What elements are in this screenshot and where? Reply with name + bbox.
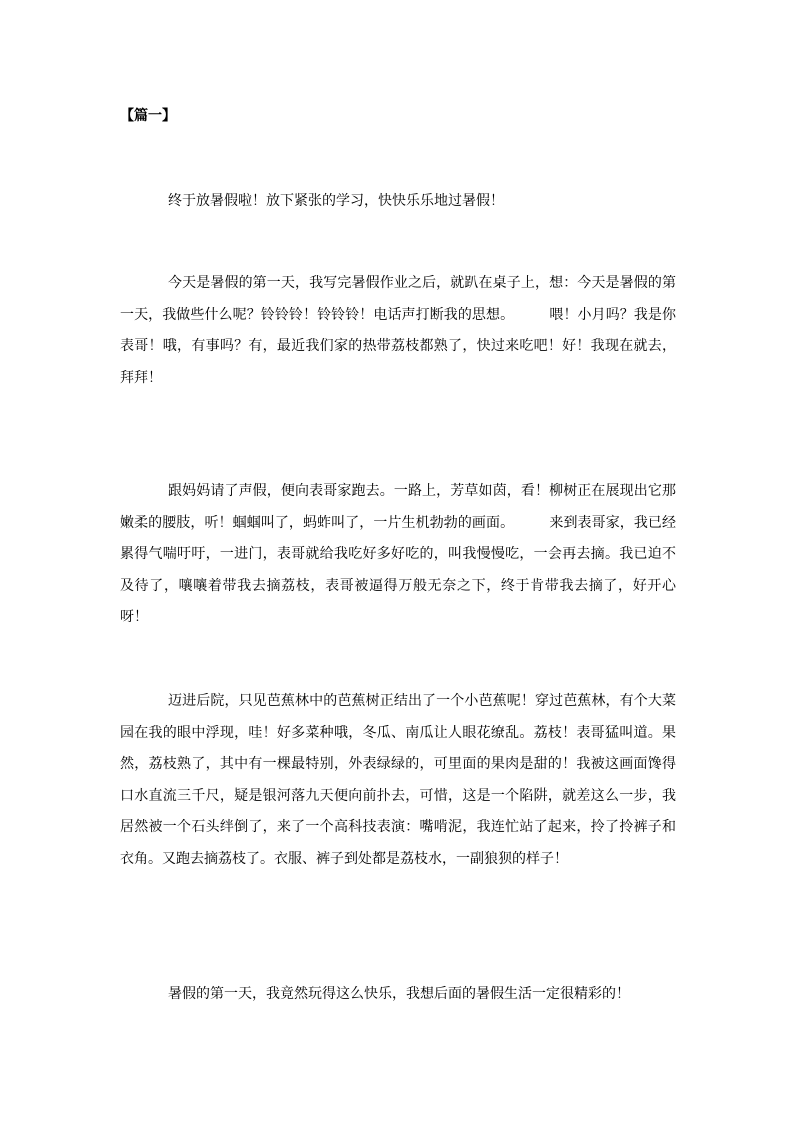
paragraph-phone-call: 今天是暑假的第一天，我写完暑假作业之后，就趴在桌子上，想：今天是暑假的第一天，我做些什么呢？铃铃铃！铃铃铃！电话声打断我的思想。 喂！小月吗？我是你表哥！哦，有事吗？有，最近我们家的热带荔枝都熟了，快过来吃吧！好！我现在就去，拜拜！ <box>120 275 676 386</box>
paragraph-conclusion: 暑假的第一天，我竟然玩得这么快乐，我想后面的暑假生活一定很精彩的！ <box>168 986 630 1002</box>
paragraph-visit-cousin: 跟妈妈请了声假，便向表哥家跑去。一路上，芳草如茵，看！柳树正在展现出它那嫩柔的腰肢，听！蝈蝈叫了，蚂蚱叫了，一片生机勃勃的画面。 来到表哥家，我已经累得气喘吁吁，一进门，表哥就给我吃好多好吃的，叫我慢慢吃，一会再去摘。我已迫不及待了，嚷嚷着带我去摘荔枝，表哥被逼得万般无奈之下，终于肯带我去摘了，好开心呀！ <box>120 483 676 626</box>
paragraph-backyard: 迈进后院，只见芭蕉林中的芭蕉树正结出了一个小芭蕉呢！穿过芭蕉林，有个大菜园在我的眼中浮现，哇！好多菜种哦，冬瓜、南瓜让人眼花缭乱。荔枝！表哥猛叫道。果然，荔枝熟了，其中有一棵最特别，外表绿绿的，可里面的果肉是甜的！我被这画面馋得口水直流三千尺，疑是银河落九天便向前扑去，可惜，这是一个陷阱，就差这么一步，我居然被一个石头绊倒了，来了一个高科技表演：嘴啃泥，我连忙站了起来，拎了拎裤子和衣角。又跑去摘荔枝了。衣服、裤子到处都是荔枝水，一副狼狈的样子！ <box>120 693 676 867</box>
paragraph-intro: 终于放暑假啦！放下紧张的学习，快快乐乐地过暑假！ <box>168 193 504 209</box>
section-title: 【篇一】 <box>120 108 176 124</box>
